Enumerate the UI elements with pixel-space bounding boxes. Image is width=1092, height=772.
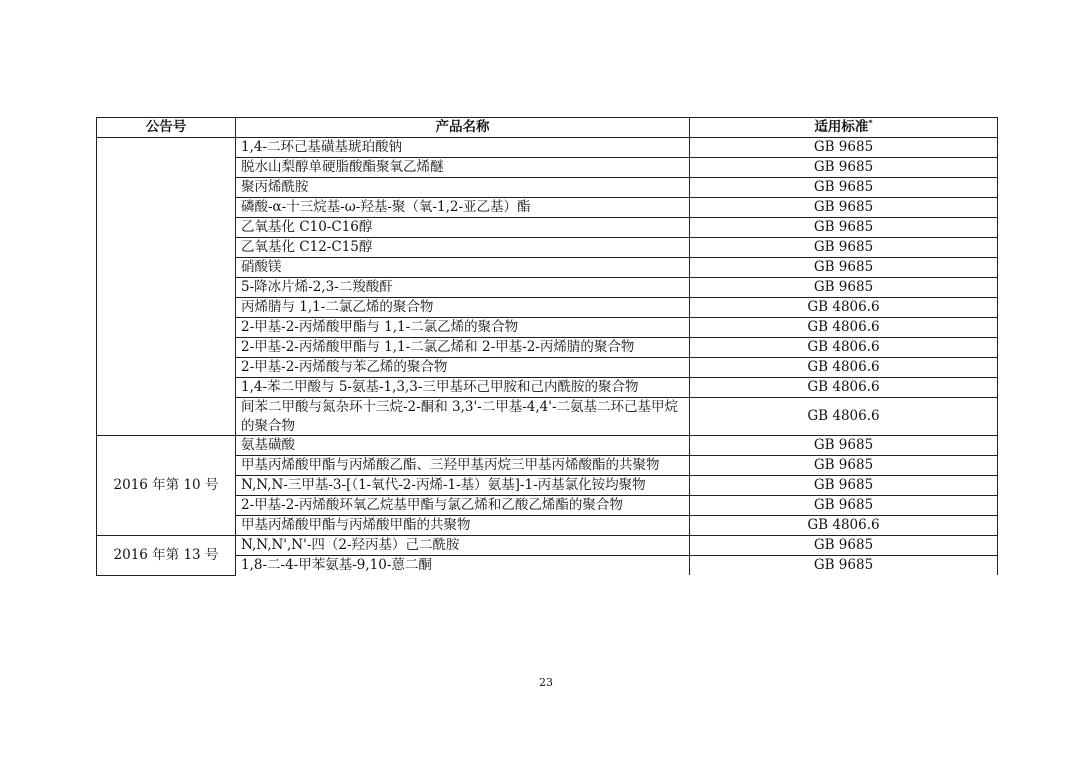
product-name-cell: 硝酸镁 — [236, 258, 690, 278]
standard-cell: GB 9685 — [690, 178, 998, 198]
standard-cell: GB 9685 — [690, 556, 998, 576]
standard-cell: GB 9685 — [690, 238, 998, 258]
standard-cell: GB 9685 — [690, 158, 998, 178]
product-name-cell: 磷酸-α-十三烷基-ω-羟基-聚（氧-1,2-亚乙基）酯 — [236, 198, 690, 218]
product-name-cell: 2-甲基-2-丙烯酸甲酯与 1,1-二氯乙烯的聚合物 — [236, 318, 690, 338]
standard-cell: GB 9685 — [690, 536, 998, 556]
standard-cell: GB 9685 — [690, 258, 998, 278]
product-name-cell: 氨基磺酸 — [236, 436, 690, 456]
product-name-cell: 甲基丙烯酸甲酯与丙烯酸乙酯、三羟甲基丙烷三甲基丙烯酸酯的共聚物 — [236, 456, 690, 476]
product-name-cell: 脱水山梨醇单硬脂酸酯聚氧乙烯醚 — [236, 158, 690, 178]
notice-number-cell: 2016 年第 13 号 — [97, 536, 236, 576]
product-name-cell: 聚丙烯酰胺 — [236, 178, 690, 198]
standard-cell: GB 4806.6 — [690, 318, 998, 338]
table-row — [97, 436, 998, 456]
standard-cell: GB 4806.6 — [690, 358, 998, 378]
product-name-cell: 间苯二甲酸与氮杂环十三烷-2-酮和 3,3'-二甲基-4,4'-二氨基二环己基甲烷的聚合物 — [236, 398, 690, 436]
product-name-cell: 5-降冰片烯-2,3-二羧酸酐 — [236, 278, 690, 298]
table-body — [97, 138, 998, 576]
table-row — [97, 138, 998, 158]
table-row — [97, 536, 998, 556]
product-name-cell: 甲基丙烯酸甲酯与丙烯酸甲酯的共聚物 — [236, 516, 690, 536]
page-number: 23 — [539, 676, 553, 689]
product-name-cell: 丙烯腈与 1,1-二氯乙烯的聚合物 — [236, 298, 690, 318]
standard-cell: GB 9685 — [690, 436, 998, 456]
additive-table — [96, 117, 998, 576]
standard-cell: GB 4806.6 — [690, 516, 998, 536]
product-name-cell: N,N,N',N'-四（2-羟丙基）己二酰胺 — [236, 536, 690, 556]
notice-number-cell: 2016 年第 10 号 — [97, 436, 236, 536]
product-name-cell: 乙氧基化 C10-C16醇 — [236, 218, 690, 238]
product-name-cell: 2-甲基-2-丙烯酸环氧乙烷基甲酯与氯乙烯和乙酸乙烯酯的聚合物 — [236, 496, 690, 516]
product-name-cell: 2-甲基-2-丙烯酸与苯乙烯的聚合物 — [236, 358, 690, 378]
standard-cell: GB 9685 — [690, 496, 998, 516]
standard-cell: GB 4806.6 — [690, 298, 998, 318]
product-name-cell: 1,4-苯二甲酸与 5-氨基-1,3,3-三甲基环己甲胺和己内酰胺的聚合物 — [236, 378, 690, 398]
header-product: 产品名称 — [236, 118, 690, 138]
header-standard-mark: * — [868, 118, 873, 128]
standard-cell: GB 9685 — [690, 198, 998, 218]
standard-cell: GB 9685 — [690, 278, 998, 298]
product-name-cell: N,N,N-三甲基-3-[（1-氧代-2-丙烯-1-基）氨基]-1-丙基氯化铵均聚物 — [236, 476, 690, 496]
header-standard-label: 适用标准 — [814, 119, 869, 135]
header-standard — [690, 118, 998, 138]
table-header-row — [97, 118, 998, 138]
standard-cell: GB 9685 — [690, 138, 998, 158]
product-name-cell: 2-甲基-2-丙烯酸甲酯与 1,1-二氯乙烯和 2-甲基-2-丙烯腈的聚合物 — [236, 338, 690, 358]
product-name-cell: 1,4-二环己基磺基琥珀酸钠 — [236, 138, 690, 158]
standard-cell: GB 9685 — [690, 456, 998, 476]
standard-cell: GB 4806.6 — [690, 378, 998, 398]
standard-cell: GB 9685 — [690, 218, 998, 238]
header-notice: 公告号 — [97, 118, 236, 138]
standard-cell: GB 4806.6 — [690, 398, 998, 436]
product-name-cell: 乙氧基化 C12-C15醇 — [236, 238, 690, 258]
standard-cell: GB 9685 — [690, 476, 998, 496]
standard-cell: GB 4806.6 — [690, 338, 998, 358]
notice-number-cell — [97, 138, 236, 436]
product-name-cell: 1,8-二-4-甲苯氨基-9,10-蒽二酮 — [236, 556, 690, 576]
